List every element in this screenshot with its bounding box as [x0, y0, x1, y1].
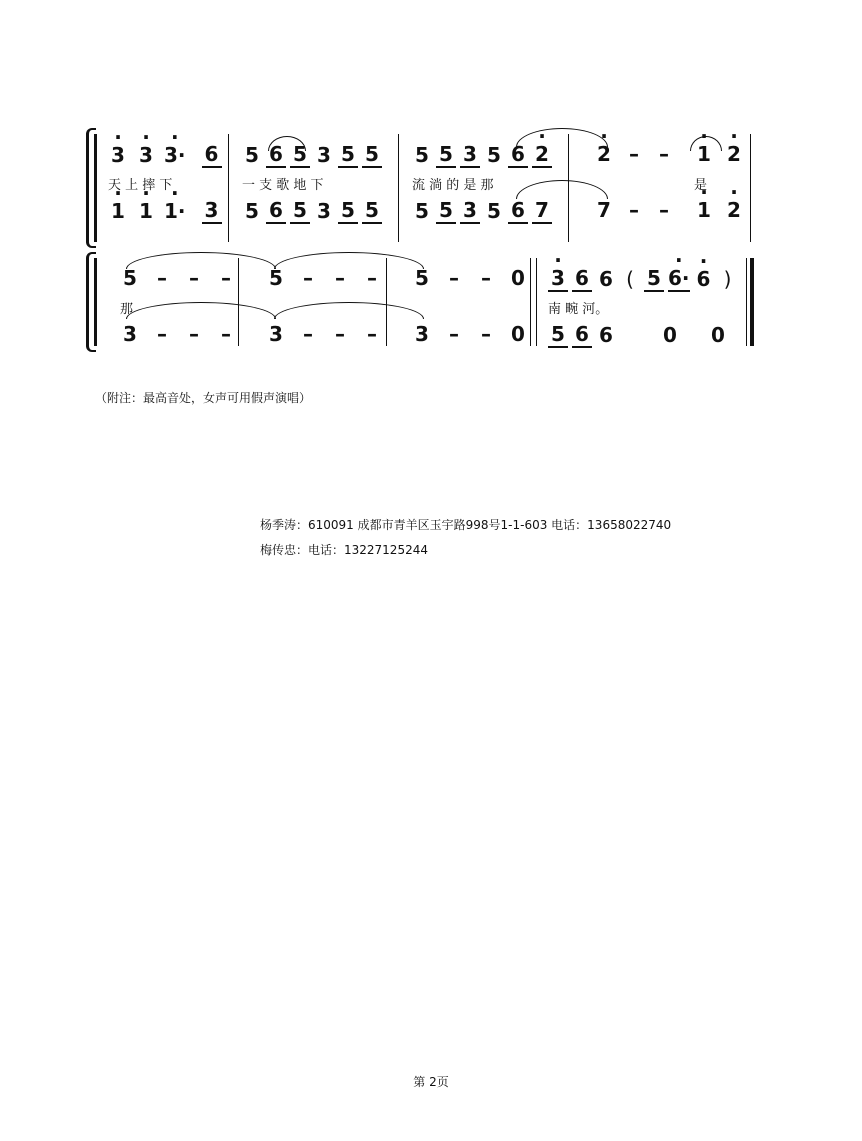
- measure-1: [108, 128, 224, 248]
- final-barline: [750, 258, 754, 346]
- note: 5: [338, 142, 358, 168]
- lyric-line: 流 淌 的 是 那: [412, 178, 494, 193]
- paren-close: ): [723, 267, 732, 291]
- note: · 1: [108, 199, 128, 223]
- note: 5: [245, 199, 259, 223]
- note: 3: [123, 322, 137, 346]
- note: 6: [572, 266, 592, 292]
- contact-line-2: 梅传忠：电话：13227125244: [260, 543, 428, 557]
- note: –: [449, 322, 459, 346]
- contact-line-1: 杨季涛：610091 成都市青羊区玉宇路998号1-1-603 电话：13658022740: [260, 518, 672, 532]
- note: 5: [338, 198, 358, 224]
- note: 7: [597, 198, 611, 222]
- note: 3: [317, 143, 331, 167]
- note: 6: [508, 142, 528, 168]
- note: –: [449, 266, 459, 290]
- note: 5: [548, 322, 568, 348]
- barline: [228, 134, 229, 242]
- barline: [398, 134, 399, 242]
- footnote: （附注：最高音处，女声可用假声演唱）: [95, 391, 312, 405]
- note: 5: [415, 143, 429, 167]
- note: · 3: [136, 143, 156, 167]
- note: –: [221, 322, 231, 346]
- paren-open: (: [626, 267, 634, 291]
- note: –: [659, 198, 669, 222]
- note: 5: [362, 198, 382, 224]
- note: –: [303, 322, 313, 346]
- note: –: [335, 322, 345, 346]
- barline: [238, 258, 239, 346]
- lyric-line: 是: [694, 178, 708, 193]
- barline: [746, 258, 747, 346]
- note: · 6: [694, 267, 714, 291]
- score-system-1: [86, 128, 756, 248]
- note: –: [157, 266, 167, 290]
- system-brace-line: [94, 258, 97, 346]
- note: 3: [269, 322, 283, 346]
- measure-7: [412, 252, 524, 352]
- measure-4: [594, 128, 744, 248]
- measure-8: [548, 252, 744, 352]
- note: 5: [644, 266, 664, 292]
- note: 3: [415, 322, 429, 346]
- system-brace-line: [94, 134, 97, 242]
- measure-2: [242, 128, 392, 248]
- note: –: [659, 142, 669, 166]
- note: · 6·: [668, 266, 690, 292]
- note: –: [481, 266, 491, 290]
- measure-6: [266, 252, 378, 352]
- note: · 2: [594, 142, 614, 166]
- note: 5: [415, 199, 429, 223]
- note: 5: [269, 266, 283, 290]
- note: · 1: [136, 199, 156, 223]
- note: –: [367, 266, 377, 290]
- measure-3: [412, 128, 562, 248]
- note: 6: [202, 142, 222, 168]
- note: –: [629, 142, 639, 166]
- barline: [530, 258, 531, 346]
- note: · 1·: [164, 199, 186, 223]
- score-system-2: [86, 252, 756, 352]
- note: · 3: [548, 266, 568, 292]
- note: 6: [599, 267, 613, 291]
- page-number: 第 2页: [413, 1075, 449, 1089]
- note: 5: [436, 198, 456, 224]
- note: 5: [487, 199, 501, 223]
- note: · 2: [724, 198, 744, 222]
- note: 5: [362, 142, 382, 168]
- note: 0: [711, 323, 725, 347]
- note: · 1: [694, 142, 714, 166]
- note: · 2: [532, 142, 552, 168]
- note: –: [629, 198, 639, 222]
- note: –: [481, 322, 491, 346]
- note: · 3·: [164, 143, 186, 167]
- note: · 1: [694, 198, 714, 222]
- note: 5: [123, 266, 137, 290]
- note: 5: [436, 142, 456, 168]
- note: –: [221, 266, 231, 290]
- note: 6: [572, 322, 592, 348]
- note: 3: [317, 199, 331, 223]
- note: 6: [266, 198, 286, 224]
- note: 6: [266, 142, 286, 168]
- note: –: [157, 322, 167, 346]
- note: 0: [511, 266, 525, 290]
- barline: [386, 258, 387, 346]
- note: 5: [487, 143, 501, 167]
- note: –: [367, 322, 377, 346]
- lyric-line: 那: [120, 302, 134, 317]
- note: 6: [599, 323, 613, 347]
- note: 5: [415, 266, 429, 290]
- lyric-line: 南 畹 河。: [548, 302, 609, 317]
- note: · 3: [108, 143, 128, 167]
- measure-5: [120, 252, 232, 352]
- note: 3: [460, 142, 480, 168]
- note: 5: [290, 142, 310, 168]
- note: –: [303, 266, 313, 290]
- note: 7: [532, 198, 552, 224]
- note: –: [335, 266, 345, 290]
- note: –: [189, 266, 199, 290]
- lyric-line: 一 支 歌 地 下: [242, 178, 324, 193]
- barline: [536, 258, 537, 346]
- note: 6: [508, 198, 528, 224]
- barline: [750, 134, 751, 242]
- lyric-line: 天 上 摔 下: [108, 178, 173, 193]
- note: 0: [663, 323, 677, 347]
- note: 3: [202, 198, 222, 224]
- note: 3: [460, 198, 480, 224]
- note: –: [189, 322, 199, 346]
- note: 5: [290, 198, 310, 224]
- note: 5: [245, 143, 259, 167]
- note: · 2: [724, 142, 744, 166]
- note: 0: [511, 322, 525, 346]
